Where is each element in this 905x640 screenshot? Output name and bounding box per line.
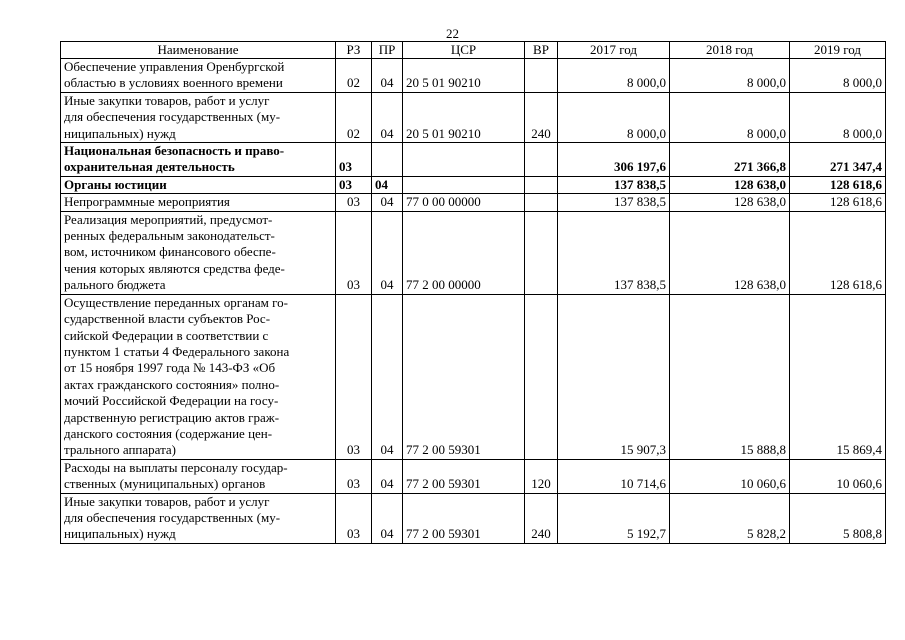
row-2018: 8 000,0 (670, 92, 790, 142)
table-row (61, 143, 886, 177)
table-row (61, 459, 886, 493)
row-2019: 128 618,6 (790, 211, 886, 294)
row-2017: 10 714,6 (558, 459, 670, 493)
row-name: Национальная безопасность и право- охранительная деятельность (61, 143, 336, 177)
row-rz: 03 (336, 194, 372, 211)
table-row (61, 294, 886, 459)
row-rz: 03 (336, 211, 372, 294)
row-rz: 02 (336, 59, 372, 93)
row-rz: 03 (336, 294, 372, 459)
row-vr (525, 294, 558, 459)
row-pr: 04 (372, 459, 403, 493)
table-row (61, 176, 886, 193)
row-name: Иные закупки товаров, работ и услуг для обеспечения государственных (му- ниципальных) нужд (61, 92, 336, 142)
row-2017: 5 192,7 (558, 493, 670, 543)
row-2018: 128 638,0 (670, 194, 790, 211)
row-2019: 128 618,6 (790, 176, 886, 193)
row-name: Иные закупки товаров, работ и услуг для обеспечения государственных (му- ниципальных) нужд (61, 493, 336, 543)
header-row (61, 42, 886, 59)
row-vr (525, 176, 558, 193)
row-2018: 128 638,0 (670, 176, 790, 193)
table-row (61, 211, 886, 294)
row-2017: 137 838,5 (558, 176, 670, 193)
table-row (61, 59, 886, 93)
row-rz: 03 (336, 493, 372, 543)
row-2017: 137 838,5 (558, 194, 670, 211)
table-row (61, 194, 886, 211)
row-vr: 240 (525, 92, 558, 142)
row-name: Непрограммные мероприятия (61, 194, 336, 211)
row-csr (403, 176, 525, 193)
header-name: Наименование (61, 42, 336, 59)
header-2019: 2019 год (790, 42, 886, 59)
row-2019: 8 000,0 (790, 59, 886, 93)
row-rz: 03 (336, 459, 372, 493)
row-pr: 04 (372, 59, 403, 93)
header-2017: 2017 год (558, 42, 670, 59)
row-2018: 15 888,8 (670, 294, 790, 459)
row-name: Реализация мероприятий, предусмот- ренных федеральным законодательст- вом, источником финансового обеспе- чения которых являются средства феде- рального бюджета (61, 211, 336, 294)
row-2018: 8 000,0 (670, 59, 790, 93)
row-vr (525, 143, 558, 177)
budget-table (60, 41, 886, 544)
row-csr: 20 5 01 90210 (403, 92, 525, 142)
row-2018: 10 060,6 (670, 459, 790, 493)
row-pr: 04 (372, 194, 403, 211)
row-csr: 77 2 00 59301 (403, 493, 525, 543)
header-vr: ВР (525, 42, 558, 59)
row-pr: 04 (372, 92, 403, 142)
row-vr: 240 (525, 493, 558, 543)
header-pr: ПР (372, 42, 403, 59)
page-number: 22 (446, 26, 459, 41)
row-pr: 04 (372, 176, 403, 193)
row-rz: 03 (336, 143, 372, 177)
row-2018: 128 638,0 (670, 211, 790, 294)
row-2019: 10 060,6 (790, 459, 886, 493)
row-name: Осуществление переданных органам го- сударственной власти субъектов Рос- сийской Федерации в соответствии с пунктом 1 статьи 4 Федерального закона от 15 ноября 1997 года № 143-ФЗ «Об актах гражданского состояния» полно- мочий Российской Федерации на госу- дарственную регистрацию актов граж- данского состояния (содержание цен- трального аппарата) (61, 294, 336, 459)
row-2019: 15 869,4 (790, 294, 886, 459)
row-csr (403, 143, 525, 177)
row-csr: 20 5 01 90210 (403, 59, 525, 93)
header-2018: 2018 год (670, 42, 790, 59)
row-2017: 8 000,0 (558, 59, 670, 93)
row-name: Расходы на выплаты персоналу государ- ственных (муниципальных) органов (61, 459, 336, 493)
row-name: Органы юстиции (61, 176, 336, 193)
row-vr (525, 194, 558, 211)
row-2018: 5 828,2 (670, 493, 790, 543)
row-2017: 137 838,5 (558, 211, 670, 294)
row-2019: 5 808,8 (790, 493, 886, 543)
row-vr: 120 (525, 459, 558, 493)
row-csr: 77 0 00 00000 (403, 194, 525, 211)
row-pr: 04 (372, 211, 403, 294)
row-vr (525, 59, 558, 93)
row-rz: 02 (336, 92, 372, 142)
row-vr (525, 211, 558, 294)
row-name: Обеспечение управления Оренбургской областью в условиях военного времени (61, 59, 336, 93)
row-pr: 04 (372, 493, 403, 543)
row-pr (372, 143, 403, 177)
row-pr: 04 (372, 294, 403, 459)
row-2019: 128 618,6 (790, 194, 886, 211)
row-rz: 03 (336, 176, 372, 193)
header-csr: ЦСР (403, 42, 525, 59)
row-2019: 271 347,4 (790, 143, 886, 177)
row-2017: 306 197,6 (558, 143, 670, 177)
row-csr: 77 2 00 59301 (403, 294, 525, 459)
row-2019: 8 000,0 (790, 92, 886, 142)
table-row (61, 92, 886, 142)
header-rz: РЗ (336, 42, 372, 59)
table-row (61, 493, 886, 543)
row-csr: 77 2 00 00000 (403, 211, 525, 294)
row-2017: 15 907,3 (558, 294, 670, 459)
row-2017: 8 000,0 (558, 92, 670, 142)
row-csr: 77 2 00 59301 (403, 459, 525, 493)
row-2018: 271 366,8 (670, 143, 790, 177)
